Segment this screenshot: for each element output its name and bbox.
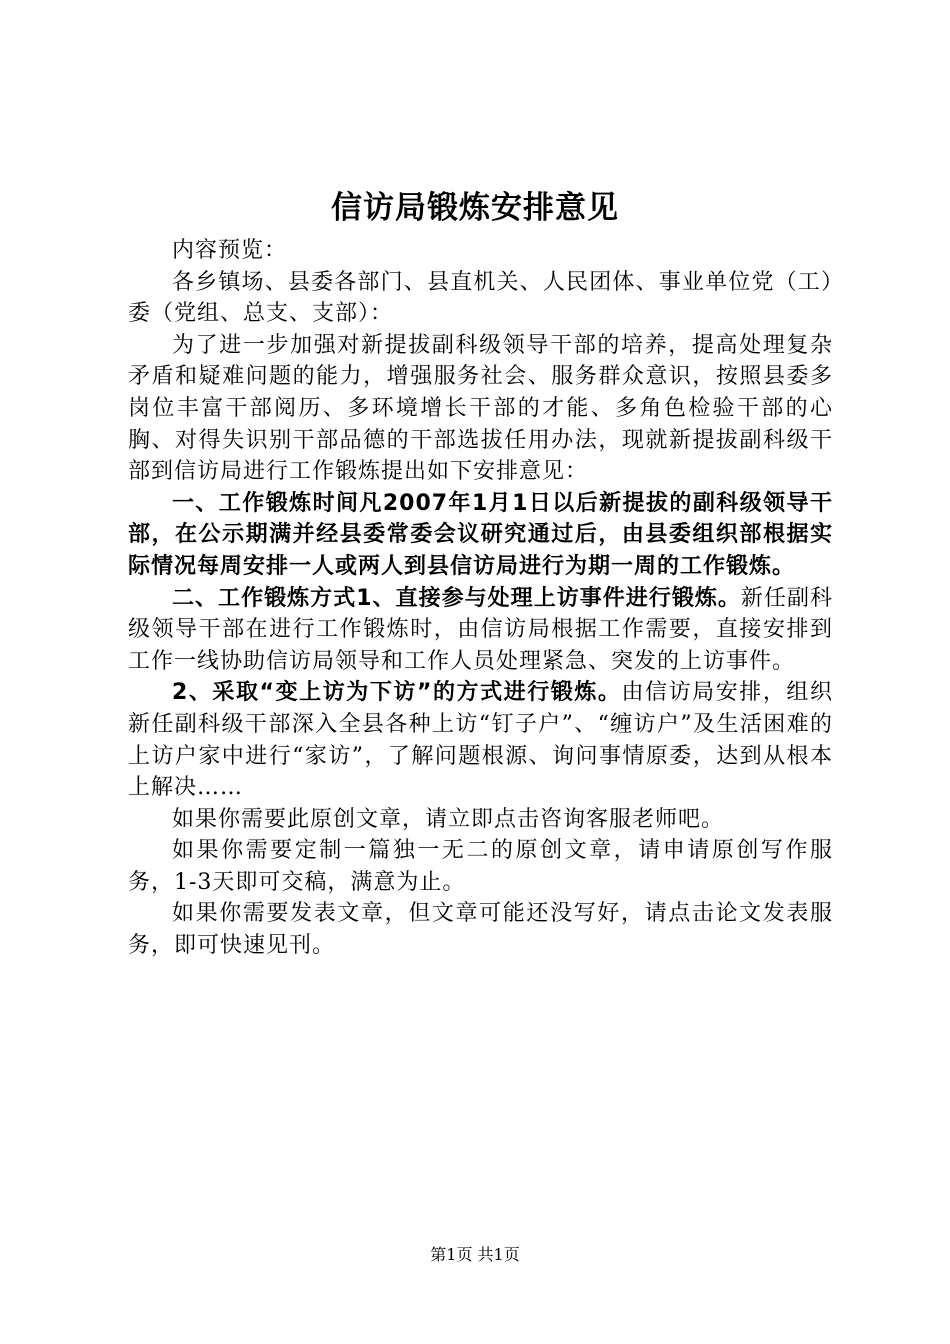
section-2-text: 新任副科级领导干部在进行工作锻炼时，由信访局根据工作需要，直接安排到工作一线协助信访局领导和工作人员处理紧急、突发的上访事件。 <box>128 585 833 674</box>
item-2-heading: 2、采取“变上访为下访”的方式进行锻炼。 <box>172 680 622 706</box>
document-body <box>128 235 833 962</box>
page-footer: 第1页 共1页 <box>430 1245 520 1264</box>
item-2-paragraph <box>128 677 833 803</box>
document-title: 信访局锻炼安排意见 <box>331 190 619 226</box>
note-paragraph-2: 如果你需要定制一篇独一无二的原创文章，请申请原创写作服务，1-3天即可交稿，满意为止。 <box>128 838 833 895</box>
intro-paragraph: 为了进一步加强对新提拔副科级领导干部的培养，提高处理复杂矛盾和疑难问题的能力，增强服务社会、服务群众意识，按照县委多岗位丰富干部阅历、多环境增长干部的才能、多角色检验干部的心胸、对得失识别干部品德的干部选拔任用办法，现就新提拔副科级干部到信访局进行工作锻炼提出如下安排意见： <box>128 332 833 485</box>
preview-label: 内容预览： <box>172 238 288 263</box>
note-paragraph-3: 如果你需要发表文章，但文章可能还没写好，请点击论文发表服务，即可快速见刊。 <box>128 901 833 959</box>
section-1-paragraph: 一、工作锻炼时间凡2007年1月1日以后新提拔的副科级领导干部，在公示期满并经县委常委会议研究通过后，由县委组织部根据实际情况每周安排一人或两人到县信访局进行为期一周的工作锻炼。 <box>128 490 833 579</box>
addressee-paragraph: 各乡镇场、县委各部门、县直机关、人民团体、事业单位党（工）委（党组、总支、支部）： <box>128 269 833 327</box>
item-2-text: 由信访局安排，组织新任副科级干部深入全县各种上访“钉子户”、“缠访户”及生活困难的上访户家中进行“家访”，了解问题根源、询问事情原委，达到从根本上解决…… <box>128 680 833 801</box>
note-paragraph-1: 如果你需要此原创文章，请立即点击咨询客服老师吧。 <box>172 806 725 832</box>
section-2-heading: 二、工作锻炼方式1、直接参与处理上访事件进行锻炼。 <box>172 585 741 611</box>
section-2-paragraph <box>128 583 833 678</box>
